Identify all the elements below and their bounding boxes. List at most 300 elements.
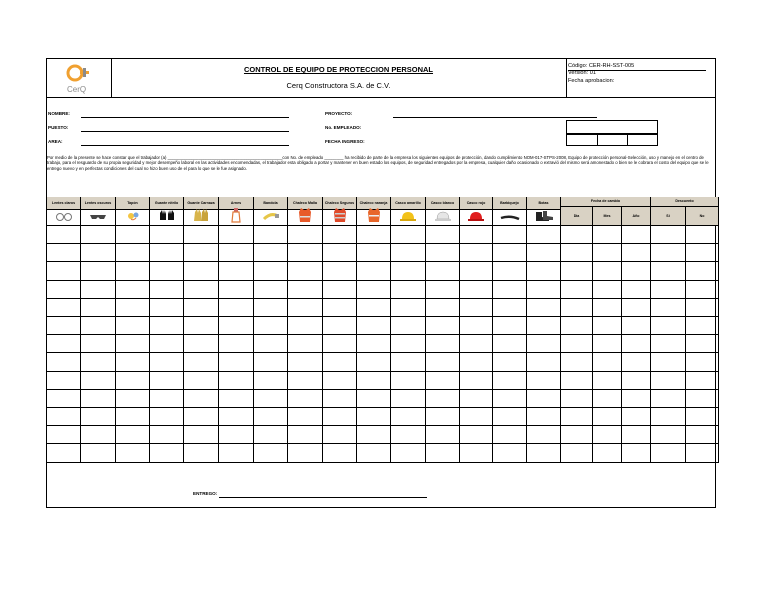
table-cell[interactable] <box>81 317 116 335</box>
table-cell[interactable] <box>184 335 219 353</box>
table-cell[interactable] <box>593 262 622 280</box>
table-cell[interactable] <box>323 317 357 335</box>
table-cell[interactable] <box>622 299 651 317</box>
table-cell[interactable] <box>323 408 357 426</box>
table-cell[interactable] <box>561 299 593 317</box>
employee-number-label: No. EMPLEADO: <box>325 125 362 130</box>
table-cell[interactable] <box>391 426 426 444</box>
table-cell[interactable] <box>254 372 288 390</box>
table-cell[interactable] <box>651 226 686 244</box>
table-cell[interactable] <box>184 226 219 244</box>
table-cell[interactable] <box>323 281 357 299</box>
table-cell[interactable] <box>651 372 686 390</box>
table-cell[interactable] <box>493 317 527 335</box>
table-cell[interactable] <box>116 426 150 444</box>
table-cell[interactable] <box>391 281 426 299</box>
table-cell[interactable] <box>593 244 622 262</box>
table-cell[interactable] <box>426 226 460 244</box>
table-cell[interactable] <box>150 299 184 317</box>
table-cell[interactable] <box>47 335 81 353</box>
table-cell[interactable] <box>184 426 219 444</box>
table-cell[interactable] <box>460 299 493 317</box>
table-cell[interactable] <box>561 281 593 299</box>
area-field[interactable] <box>81 145 289 146</box>
table-cell[interactable] <box>622 353 651 371</box>
table-cell[interactable] <box>651 335 686 353</box>
form-title: CONTROL DE EQUIPO DE PROTECCION PERSONAL <box>243 65 434 74</box>
table-cell[interactable] <box>219 281 254 299</box>
table-cell[interactable] <box>219 262 254 280</box>
table-cell[interactable] <box>593 226 622 244</box>
table-cell[interactable] <box>391 353 426 371</box>
table-cell[interactable] <box>561 426 593 444</box>
table-cell[interactable] <box>527 281 561 299</box>
table-cell[interactable] <box>622 317 651 335</box>
table-cell[interactable] <box>593 444 622 462</box>
table-cell[interactable] <box>527 317 561 335</box>
icon-cell <box>357 210 391 226</box>
table-cell[interactable] <box>686 226 719 244</box>
table-cell[interactable] <box>527 262 561 280</box>
hire-date-label: FECHA INGRESO: <box>325 139 365 144</box>
table-cell[interactable] <box>622 444 651 462</box>
table-cell[interactable] <box>47 353 81 371</box>
table-cell[interactable] <box>357 444 391 462</box>
table-cell[interactable] <box>561 335 593 353</box>
table-cell[interactable] <box>184 353 219 371</box>
table-cell[interactable] <box>357 408 391 426</box>
earplug-icon <box>126 209 140 227</box>
table-cell[interactable] <box>527 444 561 462</box>
icon-cell <box>493 210 527 226</box>
table-cell[interactable] <box>81 372 116 390</box>
table-cell[interactable] <box>493 335 527 353</box>
table-cell[interactable] <box>493 299 527 317</box>
table-cell[interactable] <box>323 335 357 353</box>
project-field[interactable] <box>393 117 597 118</box>
table-cell[interactable] <box>493 426 527 444</box>
column-header: Chaleco Seguros <box>323 197 357 210</box>
table-cell[interactable] <box>460 262 493 280</box>
table-cell[interactable] <box>288 281 323 299</box>
table-cell[interactable] <box>460 444 493 462</box>
table-cell[interactable] <box>651 426 686 444</box>
table-cell[interactable] <box>288 408 323 426</box>
table-cell[interactable] <box>357 299 391 317</box>
column-header: Tapón <box>116 197 150 210</box>
lanyard-icon <box>262 209 280 227</box>
table-cell[interactable] <box>593 317 622 335</box>
table-cell[interactable] <box>622 226 651 244</box>
table-cell[interactable] <box>47 372 81 390</box>
table-cell[interactable] <box>254 390 288 408</box>
table-cell[interactable] <box>357 317 391 335</box>
table-cell[interactable] <box>527 335 561 353</box>
table-cell[interactable] <box>357 281 391 299</box>
table-cell[interactable] <box>686 390 719 408</box>
table-cell[interactable] <box>254 444 288 462</box>
table-cell[interactable] <box>116 335 150 353</box>
table-cell[interactable] <box>323 353 357 371</box>
table-cell[interactable] <box>460 281 493 299</box>
table-cell[interactable] <box>81 390 116 408</box>
table-cell[interactable] <box>593 299 622 317</box>
table-cell[interactable] <box>460 226 493 244</box>
table-cell[interactable] <box>391 299 426 317</box>
table-cell[interactable] <box>116 317 150 335</box>
table-cell[interactable] <box>357 335 391 353</box>
table-cell[interactable] <box>527 353 561 371</box>
table-cell[interactable] <box>593 426 622 444</box>
table-cell[interactable] <box>184 390 219 408</box>
table-cell[interactable] <box>150 317 184 335</box>
table-cell[interactable] <box>81 426 116 444</box>
icon-cell <box>81 210 116 226</box>
table-cell[interactable] <box>288 262 323 280</box>
table-cell[interactable] <box>426 317 460 335</box>
table-cell[interactable] <box>686 299 719 317</box>
table-cell[interactable] <box>184 262 219 280</box>
table-cell[interactable] <box>686 335 719 353</box>
table-cell[interactable] <box>47 226 81 244</box>
table-cell[interactable] <box>47 244 81 262</box>
table-cell[interactable] <box>426 244 460 262</box>
table-cell[interactable] <box>254 262 288 280</box>
leather-glove-icon <box>192 208 210 227</box>
table-cell[interactable] <box>527 390 561 408</box>
hire-date-box[interactable] <box>566 134 658 146</box>
column-header: Lentes oscuros <box>81 197 116 210</box>
column-header: Lentes claros <box>47 197 81 210</box>
table-cell[interactable] <box>47 317 81 335</box>
table-cell[interactable] <box>686 353 719 371</box>
table-cell[interactable] <box>651 353 686 371</box>
table-cell[interactable] <box>81 226 116 244</box>
table-cell[interactable] <box>561 317 593 335</box>
table-cell[interactable] <box>219 408 254 426</box>
table-cell[interactable] <box>426 353 460 371</box>
table-cell[interactable] <box>493 281 527 299</box>
table-cell[interactable] <box>426 372 460 390</box>
table-cell[interactable] <box>254 335 288 353</box>
table-cell[interactable] <box>81 353 116 371</box>
table-cell[interactable] <box>288 353 323 371</box>
table-cell[interactable] <box>254 317 288 335</box>
table-cell[interactable] <box>254 226 288 244</box>
table-cell[interactable] <box>527 426 561 444</box>
table-cell[interactable] <box>184 299 219 317</box>
icon-cell <box>460 210 493 226</box>
orange-vest-icon <box>367 207 381 228</box>
table-cell[interactable] <box>493 262 527 280</box>
table-cell[interactable] <box>622 335 651 353</box>
table-cell[interactable] <box>288 390 323 408</box>
table-cell[interactable] <box>651 408 686 426</box>
table-cell[interactable] <box>426 262 460 280</box>
table-cell[interactable] <box>391 335 426 353</box>
table-cell[interactable] <box>219 390 254 408</box>
table-cell[interactable] <box>391 408 426 426</box>
table-cell[interactable] <box>391 317 426 335</box>
table-cell[interactable] <box>150 335 184 353</box>
table-cell[interactable] <box>391 372 426 390</box>
table-cell[interactable] <box>81 299 116 317</box>
table-cell[interactable] <box>219 244 254 262</box>
table-cell[interactable] <box>323 262 357 280</box>
table-cell[interactable] <box>493 353 527 371</box>
table-cell[interactable] <box>493 390 527 408</box>
table-cell[interactable] <box>81 262 116 280</box>
table-cell[interactable] <box>460 372 493 390</box>
table-cell[interactable] <box>426 390 460 408</box>
table-cell[interactable] <box>391 262 426 280</box>
table-cell[interactable] <box>651 444 686 462</box>
table-cell[interactable] <box>651 317 686 335</box>
table-cell[interactable] <box>150 226 184 244</box>
table-cell[interactable] <box>254 426 288 444</box>
table-cell[interactable] <box>686 317 719 335</box>
table-cell[interactable] <box>686 408 719 426</box>
table-cell[interactable] <box>686 262 719 280</box>
table-cell[interactable] <box>426 281 460 299</box>
table-cell[interactable] <box>47 408 81 426</box>
table-cell[interactable] <box>254 281 288 299</box>
table-cell[interactable] <box>357 226 391 244</box>
table-cell[interactable] <box>493 408 527 426</box>
table-cell[interactable] <box>184 408 219 426</box>
table-cell[interactable] <box>561 408 593 426</box>
table-cell[interactable] <box>593 372 622 390</box>
table-cell[interactable] <box>622 408 651 426</box>
table-cell[interactable] <box>116 281 150 299</box>
table-cell[interactable] <box>561 353 593 371</box>
table-cell[interactable] <box>288 299 323 317</box>
table-cell[interactable] <box>391 390 426 408</box>
table-cell[interactable] <box>323 426 357 444</box>
table-cell[interactable] <box>116 244 150 262</box>
table-cell[interactable] <box>527 408 561 426</box>
table-cell[interactable] <box>219 444 254 462</box>
table-cell[interactable] <box>150 426 184 444</box>
yellow-helmet-icon <box>399 209 417 227</box>
table-cell[interactable] <box>323 372 357 390</box>
table-cell[interactable] <box>493 244 527 262</box>
table-cell[interactable] <box>150 390 184 408</box>
icon-cell <box>184 210 219 226</box>
table-cell[interactable] <box>391 444 426 462</box>
table-cell[interactable] <box>81 335 116 353</box>
column-header: Casco amarillo <box>391 197 426 210</box>
table-cell[interactable] <box>116 372 150 390</box>
table-cell[interactable] <box>686 244 719 262</box>
name-label: NOMBRE: <box>48 111 70 116</box>
table-cell[interactable] <box>116 262 150 280</box>
table-cell[interactable] <box>460 408 493 426</box>
table-cell[interactable] <box>288 444 323 462</box>
table-cell[interactable] <box>391 244 426 262</box>
table-cell[interactable] <box>426 444 460 462</box>
table-cell[interactable] <box>47 281 81 299</box>
harness-icon <box>230 207 242 228</box>
table-cell[interactable] <box>426 299 460 317</box>
position-field[interactable] <box>81 131 289 132</box>
table-cell[interactable] <box>460 244 493 262</box>
table-cell[interactable] <box>357 353 391 371</box>
table-cell[interactable] <box>184 372 219 390</box>
table-cell[interactable] <box>426 408 460 426</box>
table-cell[interactable] <box>150 444 184 462</box>
red-helmet-icon <box>467 209 485 227</box>
employee-number-box[interactable] <box>566 120 658 134</box>
table-cell[interactable] <box>651 281 686 299</box>
table-cell[interactable] <box>47 299 81 317</box>
table-cell[interactable] <box>47 444 81 462</box>
table-cell[interactable] <box>527 299 561 317</box>
table-cell[interactable] <box>254 353 288 371</box>
table-cell[interactable] <box>323 244 357 262</box>
document-code: Código: CER-RH-SST-005 <box>568 63 635 69</box>
table-cell[interactable] <box>219 226 254 244</box>
table-cell[interactable] <box>323 299 357 317</box>
table-cell[interactable] <box>81 281 116 299</box>
table-cell[interactable] <box>651 299 686 317</box>
table-cell[interactable] <box>460 390 493 408</box>
table-cell[interactable] <box>150 262 184 280</box>
table-cell[interactable] <box>460 317 493 335</box>
table-cell[interactable] <box>493 226 527 244</box>
table-cell[interactable] <box>593 335 622 353</box>
table-cell[interactable] <box>686 426 719 444</box>
table-cell[interactable] <box>561 244 593 262</box>
table-cell[interactable] <box>184 317 219 335</box>
table-cell[interactable] <box>254 408 288 426</box>
table-cell[interactable] <box>150 244 184 262</box>
table-cell[interactable] <box>686 444 719 462</box>
table-cell[interactable] <box>493 372 527 390</box>
position-label: PUESTO: <box>48 125 69 130</box>
table-cell[interactable] <box>686 372 719 390</box>
table-cell[interactable] <box>219 372 254 390</box>
table-cell[interactable] <box>561 226 593 244</box>
table-cell[interactable] <box>116 226 150 244</box>
table-cell[interactable] <box>184 444 219 462</box>
table-cell[interactable] <box>391 226 426 244</box>
table-cell[interactable] <box>81 408 116 426</box>
table-cell[interactable] <box>288 335 323 353</box>
column-header: Chaleco Malla <box>288 197 323 210</box>
name-field[interactable] <box>81 117 289 118</box>
table-cell[interactable] <box>323 226 357 244</box>
table-cell[interactable] <box>116 408 150 426</box>
table-cell[interactable] <box>561 372 593 390</box>
table-cell[interactable] <box>622 262 651 280</box>
form-header <box>47 59 715 98</box>
table-cell[interactable] <box>47 262 81 280</box>
table-cell[interactable] <box>150 408 184 426</box>
table-cell[interactable] <box>527 372 561 390</box>
table-cell[interactable] <box>460 335 493 353</box>
table-cell[interactable] <box>357 426 391 444</box>
table-cell[interactable] <box>288 317 323 335</box>
table-cell[interactable] <box>593 281 622 299</box>
table-cell[interactable] <box>493 444 527 462</box>
table-cell[interactable] <box>357 372 391 390</box>
table-cell[interactable] <box>219 335 254 353</box>
table-cell[interactable] <box>254 244 288 262</box>
table-cell[interactable] <box>357 262 391 280</box>
table-cell[interactable] <box>357 390 391 408</box>
date-subheader: Dia <box>561 207 593 227</box>
table-cell[interactable] <box>47 426 81 444</box>
table-cell[interactable] <box>116 299 150 317</box>
table-cell[interactable] <box>622 372 651 390</box>
delivered-by-field[interactable] <box>219 497 427 498</box>
table-cell[interactable] <box>622 281 651 299</box>
table-cell[interactable] <box>288 244 323 262</box>
table-cell[interactable] <box>184 244 219 262</box>
table-cell[interactable] <box>561 390 593 408</box>
table-cell[interactable] <box>288 226 323 244</box>
table-cell[interactable] <box>219 317 254 335</box>
table-cell[interactable] <box>47 390 81 408</box>
table-cell[interactable] <box>651 244 686 262</box>
table-cell[interactable] <box>527 226 561 244</box>
safety-vest-icon <box>333 207 347 228</box>
table-cell[interactable] <box>150 281 184 299</box>
table-cell[interactable] <box>323 444 357 462</box>
column-header: Botas <box>527 197 561 210</box>
table-cell[interactable] <box>460 353 493 371</box>
table-cell[interactable] <box>593 353 622 371</box>
table-cell[interactable] <box>81 444 116 462</box>
table-cell[interactable] <box>593 408 622 426</box>
table-cell[interactable] <box>150 372 184 390</box>
table-cell[interactable] <box>561 262 593 280</box>
table-cell[interactable] <box>527 244 561 262</box>
discount-subheader: Si <box>651 207 686 227</box>
table-cell[interactable] <box>622 244 651 262</box>
table-cell[interactable] <box>184 281 219 299</box>
table-cell[interactable] <box>150 353 184 371</box>
table-cell[interactable] <box>651 262 686 280</box>
logo <box>47 59 112 97</box>
table-cell[interactable] <box>288 372 323 390</box>
date-subheader: Mes <box>593 207 622 227</box>
table-cell[interactable] <box>116 444 150 462</box>
table-cell[interactable] <box>219 353 254 371</box>
table-cell[interactable] <box>622 426 651 444</box>
change-date-header: Fecha de cambio <box>561 197 651 207</box>
table-cell[interactable] <box>561 444 593 462</box>
table-cell[interactable] <box>357 244 391 262</box>
table-cell[interactable] <box>622 390 651 408</box>
table-cell[interactable] <box>288 426 323 444</box>
table-cell[interactable] <box>323 390 357 408</box>
table-cell[interactable] <box>686 281 719 299</box>
table-cell[interactable] <box>116 353 150 371</box>
column-header: Chaleco naranja <box>357 197 391 210</box>
table-cell[interactable] <box>254 299 288 317</box>
table-cell[interactable] <box>460 426 493 444</box>
table-cell[interactable] <box>593 390 622 408</box>
table-cell[interactable] <box>116 390 150 408</box>
table-cell[interactable] <box>426 426 460 444</box>
table-cell[interactable] <box>219 426 254 444</box>
table-cell[interactable] <box>81 244 116 262</box>
table-cell[interactable] <box>426 335 460 353</box>
table-cell[interactable] <box>651 390 686 408</box>
table-cell[interactable] <box>219 299 254 317</box>
